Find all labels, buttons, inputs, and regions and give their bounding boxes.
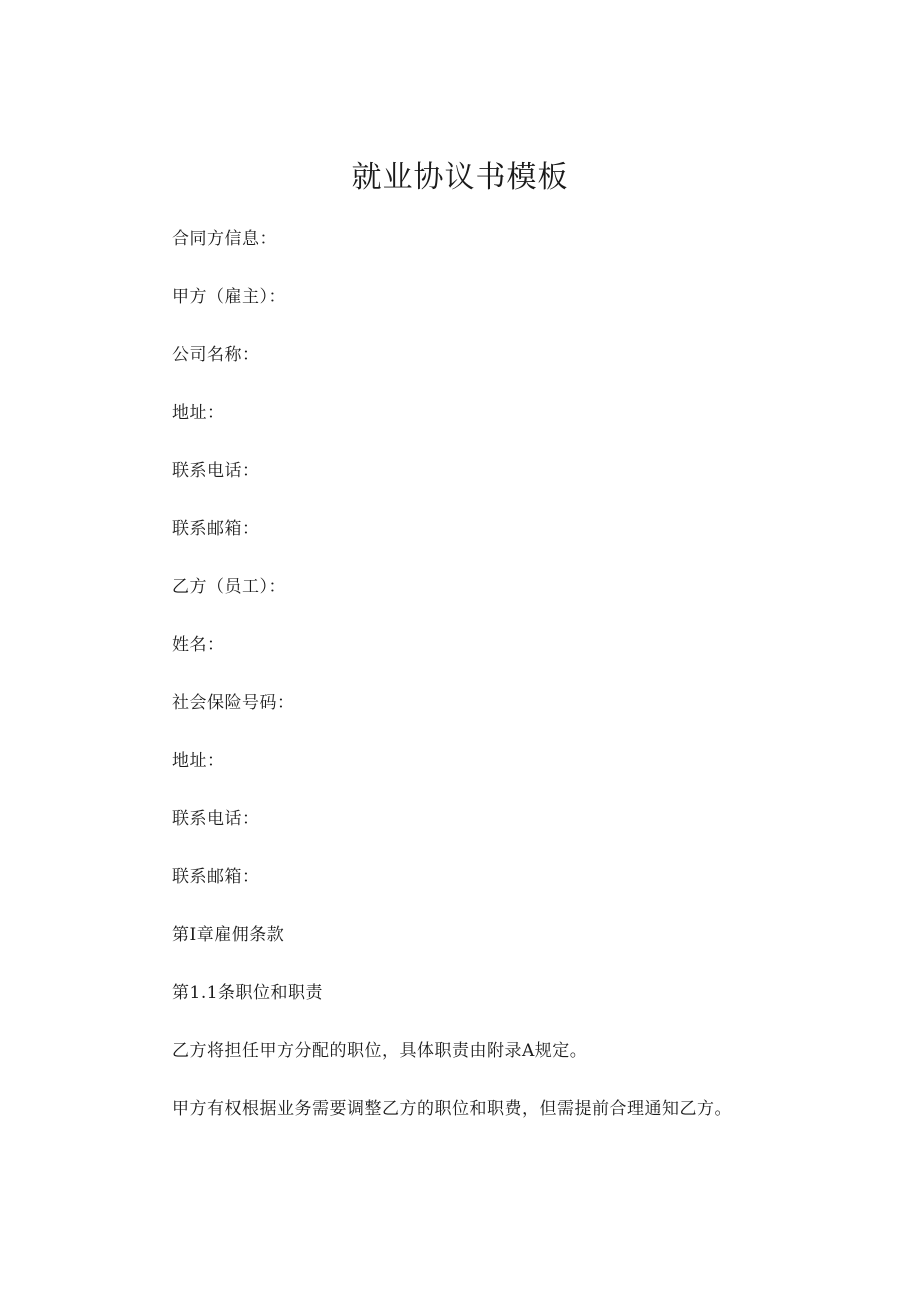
party-a-email-label: 联系邮箱： [172,519,260,539]
party-b-email-label: 联系邮箱： [172,867,260,887]
party-b-phone-label: 联系电话： [172,809,260,829]
paragraph-duties: 乙方将担任甲方分配的职位，具体职责由附录A规定。 [172,1041,588,1061]
employee-name-label: 姓名： [172,635,225,655]
article-heading: 第1.1条职位和职责 [172,983,324,1003]
party-a-address-label: 地址： [172,403,225,423]
chapter-heading: 第Ⅰ章雇佣条款 [172,925,285,945]
document-title: 就业协议书模板 [351,160,569,195]
party-a-heading: 甲方（雇主）： [172,287,286,307]
paragraph-adjustment: 甲方有权根据业务需要调整乙方的职位和职费，但需提前合理通知乙方。 [172,1099,732,1119]
section-heading-party-info: 合同方信息： [172,229,277,249]
party-b-address-label: 地址： [172,751,225,771]
party-b-heading: 乙方（员工）： [172,577,286,597]
social-security-label: 社会保险号码： [172,693,295,713]
company-name-label: 公司名称： [172,345,260,365]
party-a-phone-label: 联系电话： [172,461,260,481]
